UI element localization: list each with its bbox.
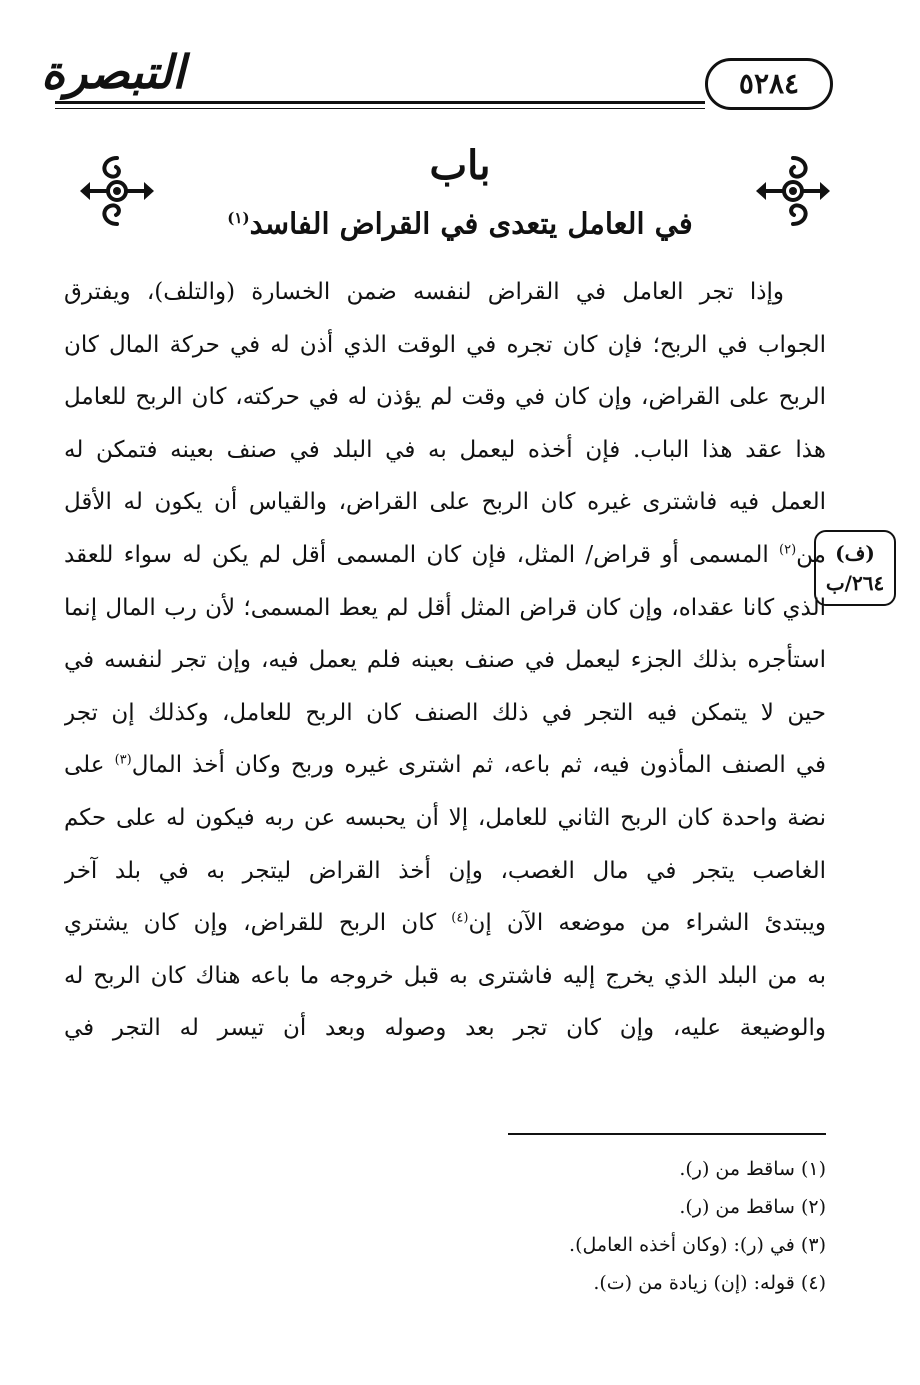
header-rule-thin [55,108,705,109]
footnotes [360,1150,826,1302]
body-line [64,529,826,582]
chapter-title-text: في العامل يتعدى في القراض الفاسد [249,206,693,241]
body-line [64,582,826,635]
body-text [64,266,826,1055]
line-text: نضة واحدة كان الربح الثاني للعامل، إلا أن يحبسه عن ربه فيكون له على حكم [64,804,826,831]
line-text: والوضيعة عليه، وإن كان تجر بعد وصوله وبعد أن تيسر له التجر في [64,1015,826,1042]
body-line [64,319,826,372]
line-text: وإذا تجر العامل في القراض لنفسه ضمن الخسارة (والتلف)، ويفترق [64,279,784,305]
line-text: الذي كانا عقداه، وإن كان قراض المثل أقل لم يعط المسمى؛ لأن رب المال إنما [64,594,826,621]
line-text: في الصنف المأذون فيه، ثم باعه، ثم اشترى غيره وربح وكان أخذ المال [131,752,826,779]
line-text: ويبتدئ الشراء من موضعه الآن إن [468,910,826,937]
body-line [64,266,826,319]
body-line [64,424,826,477]
footnote-ref: (٤) [451,910,469,926]
line-text: كان الربح للقراض، وإن كان يشتري [64,910,452,937]
chapter-label: باب [429,142,491,189]
right-scroll-ornament-icon [752,152,834,230]
body-line [64,792,826,845]
body-line [64,950,826,1003]
line-text: الربح على القراض، وإن كان في وقت لم يؤذن له في حركته، كان الربح للعامل [64,384,826,411]
footnote: (٣) في (ر): (وكان أخذه العامل). [569,1234,826,1256]
footnote-ref: (٣) [114,752,132,768]
line-text: استأجره بذلك الجزء ليعمل في صنف بعينه فلم يعمل فيه، وإن تجر لنفسه في [64,647,826,674]
body-line [64,845,826,898]
line-text: الجواب في الربح؛ فإن كان تجره في الوقت الذي أذن له في حركة المال كان [64,331,826,358]
header-rule [55,101,705,104]
line-text: من [796,541,826,568]
page-number: ٥٢٨٤ [738,67,800,100]
footnote: (١) ساقط من (ر). [679,1158,826,1180]
line-text: الغاصب يتجر في مال الغصب، وإن أخذ القراض ليتجر به في بلد آخر [64,857,826,884]
line-text: حين لا يتمكن فيه التجر في ذلك الصنف كان الربح للعامل، وكذلك إن تجر [64,699,826,726]
footnote-divider [508,1133,826,1135]
line-text: هذا عقد هذا الباب. فإن أخذه ليعمل به في البلد في صنف بعينه فتمكن له [64,436,826,463]
footnote: (٤) قوله: (إن) زيادة من (ت). [593,1272,826,1294]
line-text: به من البلد الذي يخرج إليه فاشترى به قبل خروجه ما باعه هناك كان الربح له [64,962,826,989]
manuscript-folio-marker [814,530,896,606]
footnote-ref: (٢) [779,542,797,558]
running-title: التبصرة [41,45,185,99]
body-line [64,1002,826,1055]
page-number-frame [705,58,833,110]
body-line [64,476,826,529]
left-scroll-ornament-icon [76,152,158,230]
line-text: على [64,752,115,779]
folio-manuscript-siglum: (ف) [835,541,875,565]
line-text: العمل فيه فاشترى غيره كان الربح على القراض، والقياس أن يكون له الأقل [64,489,826,516]
body-line [64,634,826,687]
line-text: المسمى أو قراض/ المثل، فإن كان المسمى أقل لم يكن له سواء للعقد [64,541,780,568]
footnote: (٢) ساقط من (ر). [679,1196,826,1218]
body-line [64,687,826,740]
body-line [64,371,826,424]
folio-number: ٢٦٤/ب [825,571,885,595]
chapter-title-footnote-ref: (١) [227,209,250,227]
body-line [64,739,826,792]
body-line [64,897,826,950]
chapter-title [160,194,760,248]
